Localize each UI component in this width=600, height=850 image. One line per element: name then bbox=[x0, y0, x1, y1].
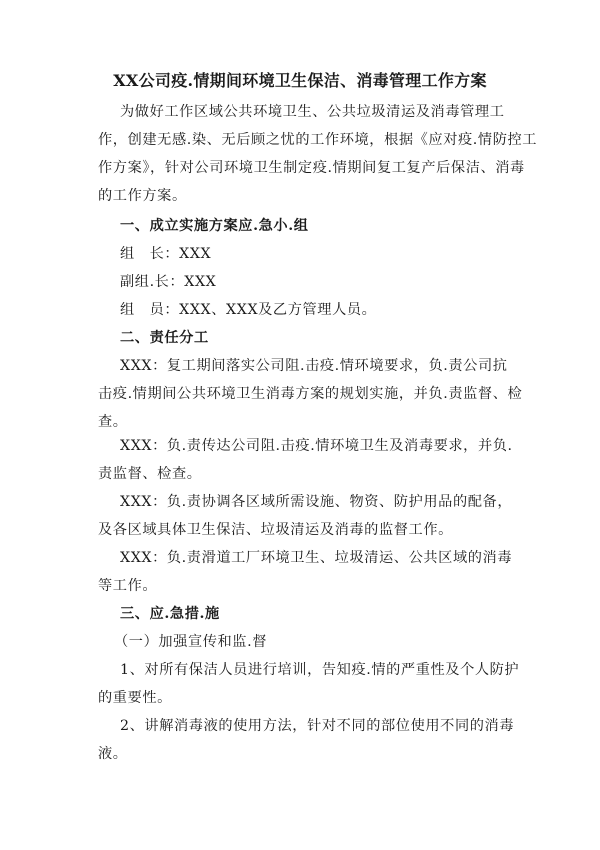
text-line: 等工作。 bbox=[98, 578, 158, 594]
subsection-heading: （一）加强宣传和监.督 bbox=[114, 634, 267, 650]
measure-item-1 bbox=[98, 656, 520, 712]
text-line: 责监督、检查。 bbox=[98, 466, 202, 482]
text-line: 作，创建无感.染、无后顾之忧的工作环境，根据《应对疫.情防控工 bbox=[98, 132, 538, 148]
duty-paragraph-3 bbox=[98, 488, 516, 544]
text-line: 液。 bbox=[98, 746, 128, 762]
text-line: XXX：复工期间落实公司阻.击疫.情环境要求，负.责公司抗 bbox=[120, 358, 508, 374]
intro-paragraph bbox=[98, 98, 538, 210]
text-line: 查。 bbox=[98, 414, 128, 430]
text-line: 1、对所有保洁人员进行培训，告知疫.情的严重性及个人防护 bbox=[120, 662, 520, 678]
duty-paragraph-1 bbox=[98, 352, 523, 436]
deputy-line: 副组.长：XXX bbox=[120, 274, 217, 290]
duty-paragraph-4 bbox=[98, 544, 516, 600]
measure-item-2 bbox=[98, 712, 516, 768]
text-line: 及各区域具体卫生保洁、垃圾清运及消毒的监督工作。 bbox=[98, 522, 453, 538]
section2-heading: 二、责任分工 bbox=[120, 330, 209, 346]
section3-heading: 三、应.急措.施 bbox=[120, 606, 220, 622]
text-line: 的重要性。 bbox=[98, 690, 172, 706]
text-line: XXX：负.责协调各区域所需设施、物资、防护用品的配备， bbox=[120, 494, 513, 510]
section1-heading: 一、成立实施方案应.急小.组 bbox=[120, 218, 309, 234]
text-line: 2、讲解消毒液的使用方法，针对不同的部位使用不同的消毒 bbox=[120, 718, 515, 734]
leader-line: 组 长：XXX bbox=[120, 246, 212, 262]
text-line: 为做好工作区域公共环境卫生、公共垃圾清运及消毒管理工 bbox=[120, 104, 505, 120]
text-line: XXX：负.责传达公司阻.击疫.情环境卫生及消毒要求，并负. bbox=[120, 438, 513, 454]
text-line: XXX：负.责滑道工厂环境卫生、垃圾清运、公共区域的消毒 bbox=[120, 550, 513, 566]
duty-paragraph-2 bbox=[98, 432, 516, 488]
members-line: 组 员：XXX、XXX及乙方管理人员。 bbox=[120, 302, 377, 318]
text-line: 的工作方案。 bbox=[98, 188, 187, 204]
document-title: XX公司疫.情期间环境卫生保洁、消毒管理工作方案 bbox=[113, 71, 487, 90]
text-line: 击疫.情期间公共环境卫生消毒方案的规划实施，并负.责监督、检 bbox=[98, 386, 523, 402]
text-line: 作方案》，针对公司环境卫生制定疫.情期间复工复产后保洁、消毒 bbox=[98, 160, 525, 176]
